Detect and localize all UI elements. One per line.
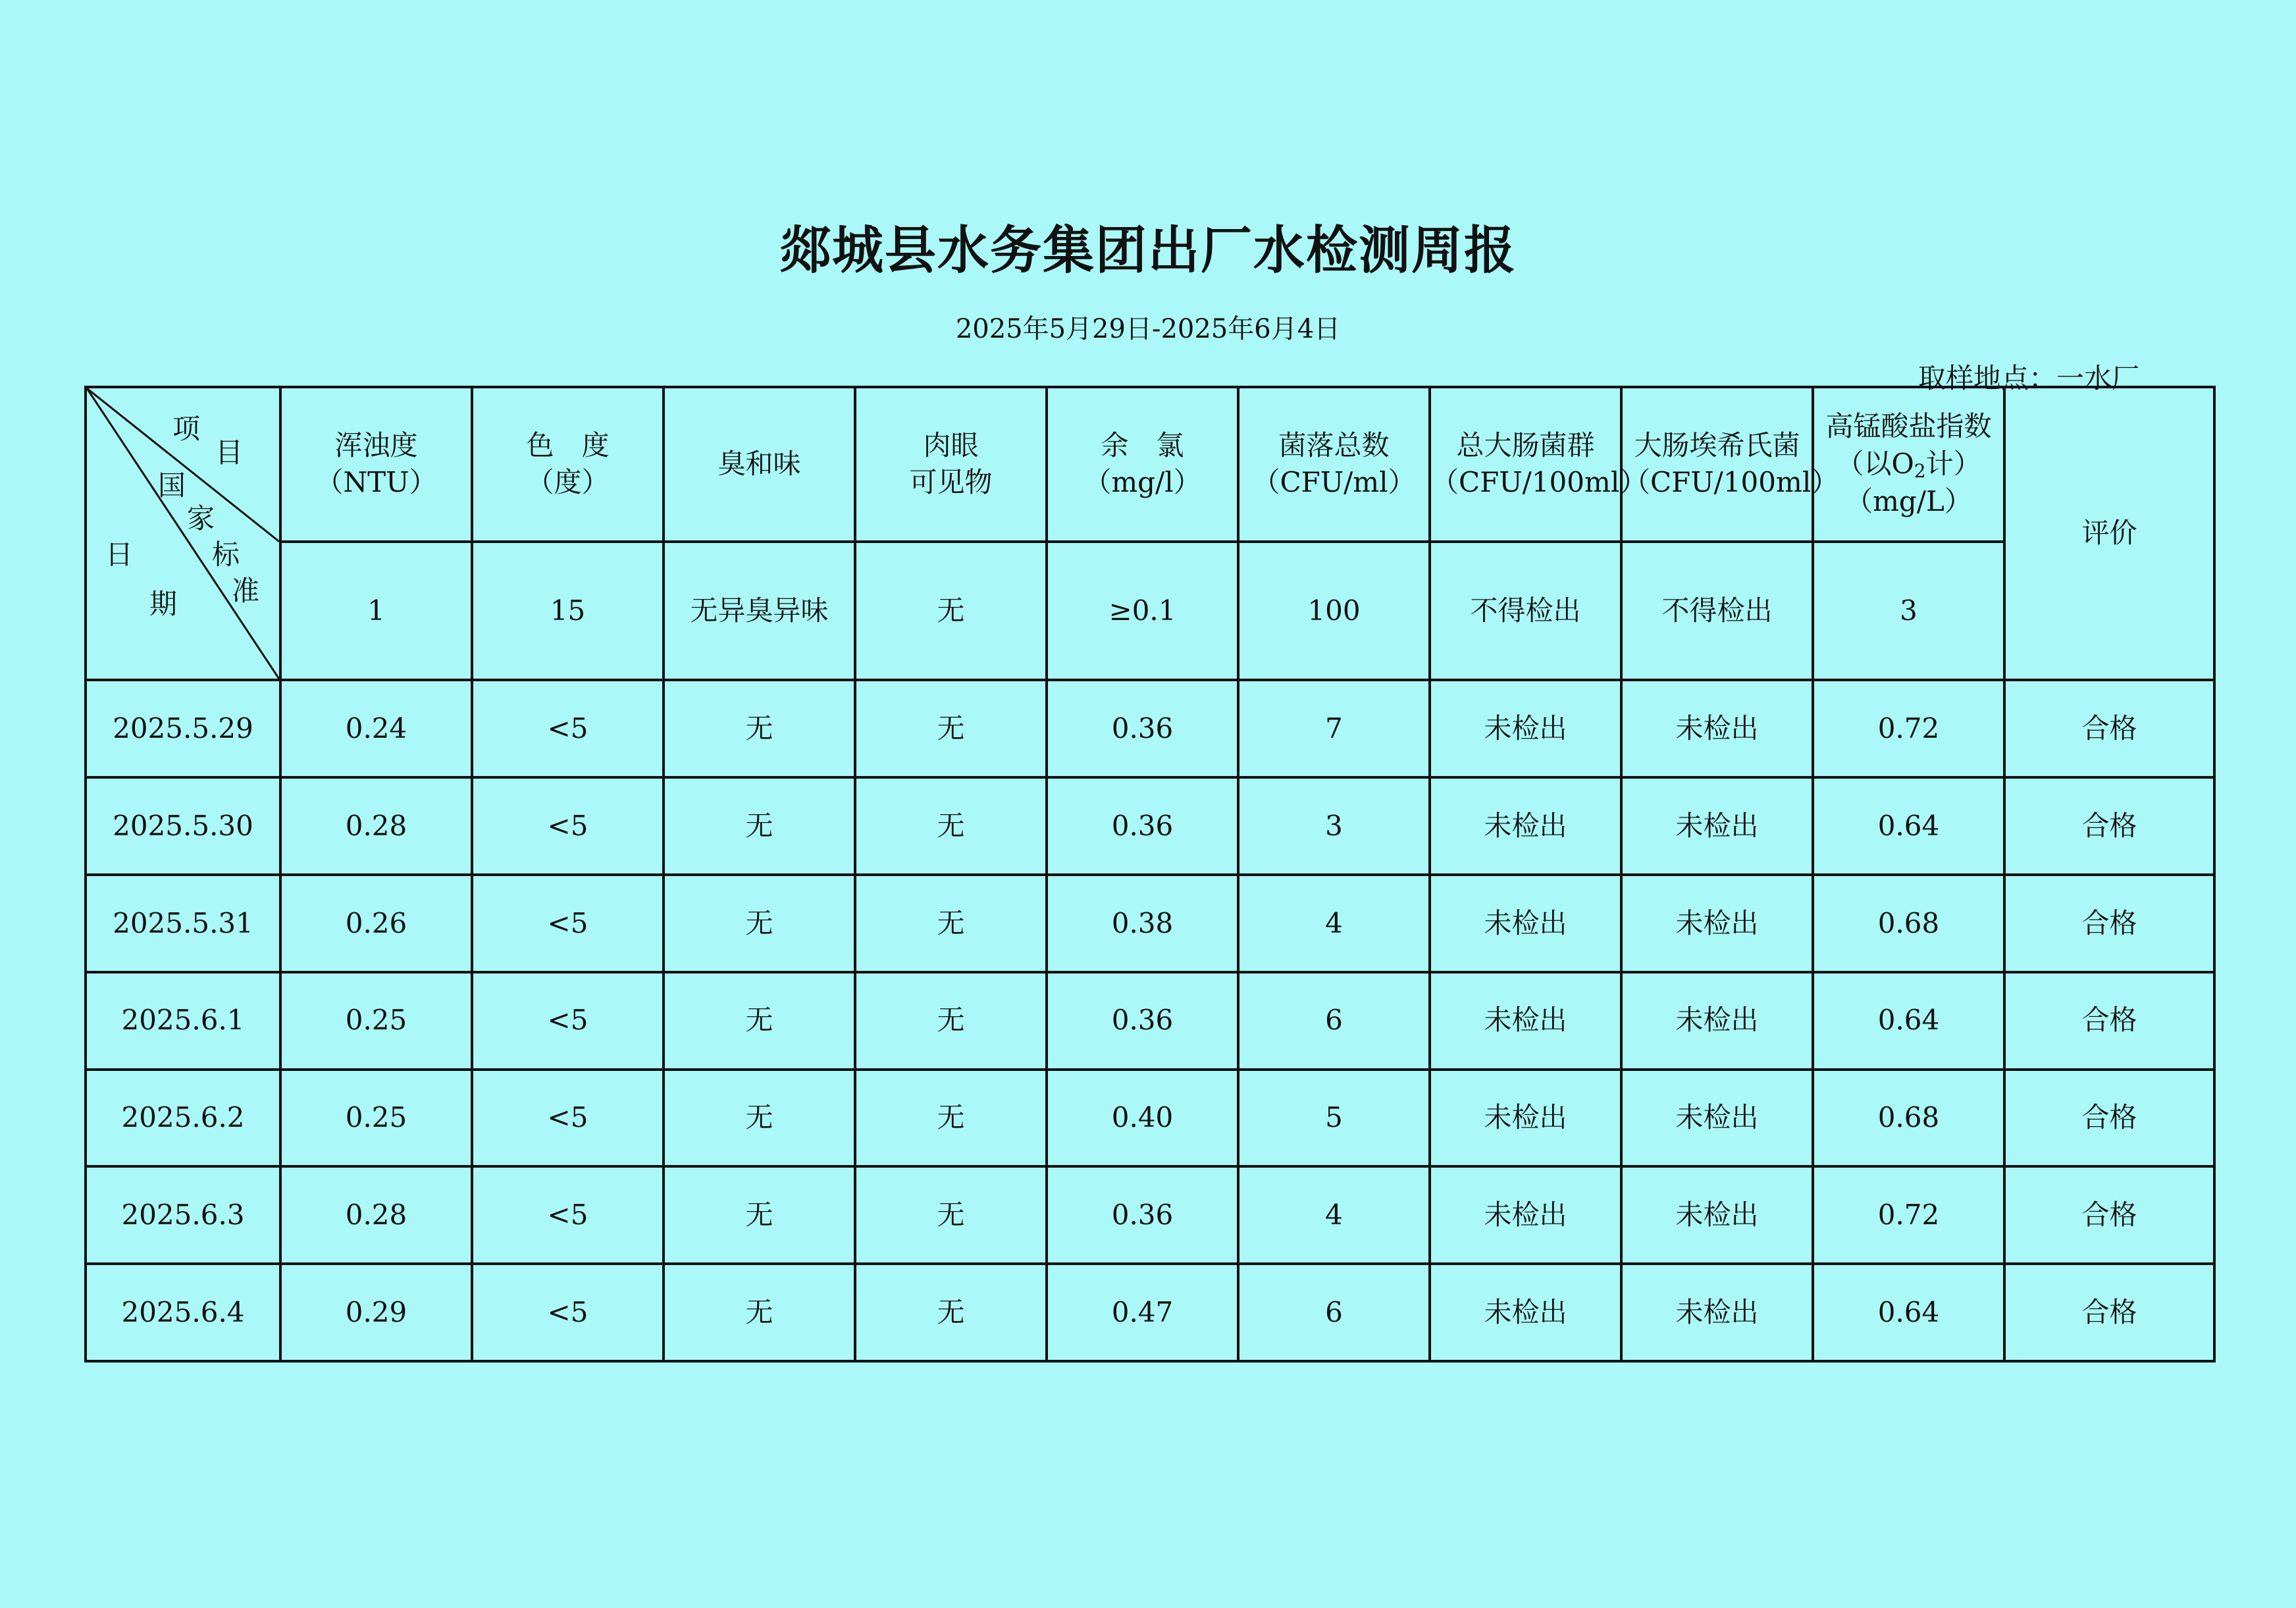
table-row [86,680,2214,777]
value-cell: 6 [1238,1264,1430,1361]
table-row [86,875,2214,972]
value-cell: 未检出 [1621,1166,1813,1264]
water-quality-table [84,386,2216,1362]
value-cell: 无 [664,1070,855,1167]
value-cell: 0.64 [1813,777,2004,875]
value-cell: <5 [472,875,664,972]
standard-value: ≥0.1 [1047,542,1238,681]
value-cell: 0.28 [280,777,472,875]
table-row [86,777,2214,875]
corner-standard-1: 国 [158,469,186,502]
corner-standard-2: 家 [187,502,215,534]
value-cell: 无 [855,972,1047,1070]
result-cell: 合格 [2004,1264,2214,1361]
standard-value: 不得检出 [1430,542,1621,681]
result-cell: 合格 [2004,875,2214,972]
value-cell: 未检出 [1621,777,1813,875]
corner-item-1: 项 [172,413,201,445]
standard-value: 无 [855,542,1047,681]
value-cell: 未检出 [1430,1166,1621,1264]
value-cell: 0.25 [280,1070,472,1167]
header-row [86,387,2214,542]
value-cell: <5 [472,1166,664,1264]
value-cell: 未检出 [1621,972,1813,1070]
value-cell: 0.36 [1047,680,1238,777]
standard-value: 3 [1813,542,2004,681]
col-header-permanganate-index: 高锰酸盐指数 （以$O_2$计） （mg/L） [1813,387,2004,542]
corner-standard-3: 标 [212,538,240,571]
corner-date-1: 日 [105,538,134,571]
value-cell: 0.47 [1047,1264,1238,1361]
col-header-total-coliforms: 总大肠菌群 （CFU/100ml） [1430,387,1621,542]
value-cell: 无 [664,680,855,777]
date-cell: 2025.6.1 [86,972,280,1070]
date-cell: 2025.6.3 [86,1166,280,1264]
value-cell: 未检出 [1621,875,1813,972]
value-cell: 未检出 [1430,972,1621,1070]
value-cell: 0.40 [1047,1070,1238,1167]
col-header-odor: 臭和味 [664,387,855,542]
value-cell: 无 [855,1070,1047,1167]
value-cell: 0.26 [280,875,472,972]
report-period: 2025年5月29日-2025年6月4日 [955,314,1341,344]
value-cell: <5 [472,680,664,777]
result-cell: 合格 [2004,1166,2214,1264]
col-header-colony-count: 菌落总数 （CFU/ml） [1238,387,1430,542]
standard-value: 1 [280,542,472,681]
value-cell: 未检出 [1621,1070,1813,1167]
value-cell: 无 [664,1264,855,1361]
value-cell: 0.72 [1813,680,2004,777]
value-cell: 未检出 [1621,1264,1813,1361]
result-cell: 合格 [2004,1070,2214,1167]
value-cell: <5 [472,1264,664,1361]
report-title: 郯城县水务集团出厂水检测周报 [779,221,1517,280]
value-cell: 0.36 [1047,972,1238,1070]
standard-value: 100 [1238,542,1430,681]
value-cell: <5 [472,1070,664,1167]
value-cell: 无 [855,777,1047,875]
value-cell: 0.28 [280,1166,472,1264]
sampling-location: 取样地点：一水厂 [1918,362,2139,394]
value-cell: 无 [855,1264,1047,1361]
value-cell: <5 [472,777,664,875]
date-cell: 2025.5.29 [86,680,280,777]
value-cell: 0.25 [280,972,472,1070]
table-row [86,1166,2214,1264]
corner-date-2: 期 [149,588,178,620]
value-cell: 0.38 [1047,875,1238,972]
col-header-visible-matter: 肉眼 可见物 [855,387,1047,542]
value-cell: 0.29 [280,1264,472,1361]
corner-standard-4: 准 [232,575,260,607]
corner-cell [86,387,280,680]
value-cell: 0.24 [280,680,472,777]
value-cell: 0.36 [1047,1166,1238,1264]
value-cell: 0.64 [1813,972,2004,1070]
value-cell: 无 [855,680,1047,777]
value-cell: 4 [1238,875,1430,972]
value-cell: 6 [1238,972,1430,1070]
value-cell: 无 [855,1166,1047,1264]
value-cell: <5 [472,972,664,1070]
table-row [86,1264,2214,1361]
standard-value: 15 [472,542,664,681]
value-cell: 未检出 [1430,1070,1621,1167]
table-row [86,972,2214,1070]
result-cell: 合格 [2004,777,2214,875]
value-cell: 7 [1238,680,1430,777]
value-cell: 未检出 [1430,680,1621,777]
col-header-turbidity: 浑浊度 （NTU） [280,387,472,542]
date-cell: 2025.6.2 [86,1070,280,1167]
data-rows [86,680,2214,1361]
value-cell: 3 [1238,777,1430,875]
date-cell: 2025.6.4 [86,1264,280,1361]
value-cell: 0.36 [1047,777,1238,875]
value-cell: 无 [664,1166,855,1264]
date-cell: 2025.5.31 [86,875,280,972]
value-cell: 0.64 [1813,1264,2004,1361]
date-cell: 2025.5.30 [86,777,280,875]
value-cell: 未检出 [1430,1264,1621,1361]
corner-item-2: 目 [215,436,244,469]
table-row [86,1070,2214,1167]
col-header-color: 色 度 （度） [472,387,664,542]
value-cell: 未检出 [1430,777,1621,875]
value-cell: 无 [664,777,855,875]
col-header-e-coli: 大肠埃希氏菌 （CFU/100ml） [1621,387,1813,542]
value-cell: 无 [664,875,855,972]
standard-value: 无异臭异味 [664,542,855,681]
value-cell: 0.68 [1813,875,2004,972]
value-cell: 无 [664,972,855,1070]
value-cell: 未检出 [1621,680,1813,777]
value-cell: 0.68 [1813,1070,2004,1167]
standard-value: 不得检出 [1621,542,1813,681]
value-cell: 4 [1238,1166,1430,1264]
col-header-evaluation: 评价 [2004,387,2214,680]
value-cell: 0.72 [1813,1166,2004,1264]
standard-row [86,542,2214,681]
value-cell: 无 [855,875,1047,972]
value-cell: 未检出 [1430,875,1621,972]
value-cell: 5 [1238,1070,1430,1167]
col-header-residual-chlorine: 余 氯 （mg/l） [1047,387,1238,542]
result-cell: 合格 [2004,972,2214,1070]
result-cell: 合格 [2004,680,2214,777]
